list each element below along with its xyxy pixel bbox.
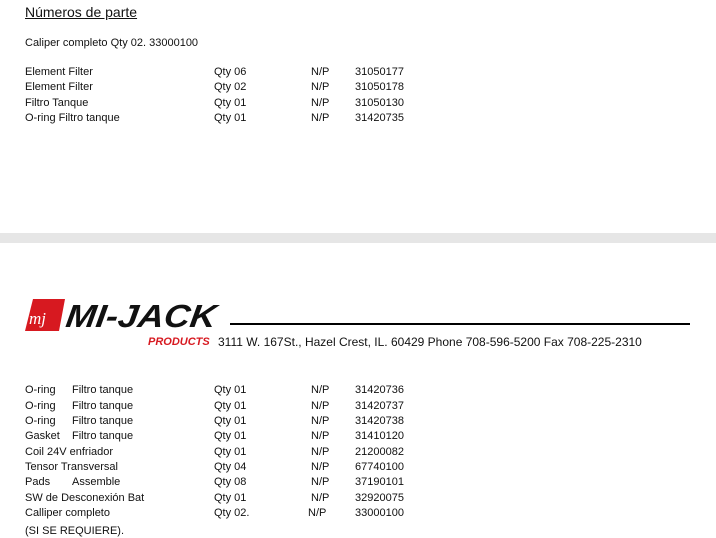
item-part-number: 33000100: [355, 507, 404, 519]
item-qty: Qty 01: [214, 492, 247, 504]
item-np: N/P: [311, 461, 330, 473]
item-name: Coil 24V enfriador: [25, 446, 114, 458]
table-row: [0, 491, 716, 506]
item-qty: Qty 08: [214, 476, 247, 488]
page-title: Números de parte: [25, 4, 138, 20]
item-name: SW de Desconexión Bat: [25, 492, 145, 504]
item-qty: Qty 01: [214, 415, 247, 427]
company-address: 3111 W. 167St., Hazel Crest, IL. 60429 Phone 708-596-5200 Fax 708-225-2310: [218, 335, 642, 349]
table-row: [0, 399, 716, 414]
item-part-number: 32920075: [355, 492, 404, 504]
item-description: Assemble: [72, 476, 121, 488]
item-part-number: 31420735: [355, 112, 404, 124]
item-name: Tensor Transversal: [25, 461, 118, 473]
item-name: Element Filter: [25, 81, 93, 93]
item-qty: Qty 01: [214, 97, 247, 109]
item-name: O-ring: [25, 415, 56, 427]
table-row: [0, 506, 716, 521]
item-np: N/P: [311, 112, 330, 124]
item-np: N/P: [311, 66, 330, 78]
table-row: [0, 475, 716, 490]
table-row: [0, 80, 716, 95]
item-part-number: 31420738: [355, 415, 404, 427]
caliper-line: Caliper completo Qty 02. 33000100: [25, 37, 199, 49]
item-qty: Qty 04: [214, 461, 247, 473]
footnote: (SI SE REQUIERE).: [25, 525, 125, 537]
document-page-1: [0, 0, 716, 233]
table-row: [0, 96, 716, 111]
item-name: Gasket: [25, 430, 60, 442]
item-part-number: 31050130: [355, 97, 404, 109]
item-qty: Qty 01: [214, 430, 247, 442]
item-description: Filtro tanque: [72, 430, 134, 442]
item-description: Filtro tanque: [72, 400, 134, 412]
item-part-number: 31420736: [355, 384, 404, 396]
table-row: [0, 65, 716, 80]
item-np: N/P: [311, 400, 330, 412]
item-part-number: 31410120: [355, 430, 404, 442]
table-row: [0, 460, 716, 475]
item-part-number: 37190101: [355, 476, 404, 488]
item-part-number: 31420737: [355, 400, 404, 412]
item-name: Filtro Tanque: [25, 97, 89, 109]
item-name: O-ring: [25, 400, 56, 412]
item-qty: Qty 01: [214, 112, 247, 124]
item-qty: Qty 02.: [214, 507, 250, 519]
table-row: [0, 414, 716, 429]
item-description: Filtro tanque: [72, 415, 134, 427]
item-part-number: 21200082: [355, 446, 404, 458]
mi-jack-logo: [25, 297, 220, 347]
logo-mark: mj: [29, 309, 46, 328]
item-np: N/P: [311, 81, 330, 93]
item-np: N/P: [311, 492, 330, 504]
item-np: N/P: [311, 446, 330, 458]
item-qty: Qty 01: [214, 446, 247, 458]
item-part-number: 67740100: [355, 461, 404, 473]
item-name: Element Filter: [25, 66, 93, 78]
item-np: N/P: [311, 97, 330, 109]
item-qty: Qty 01: [214, 400, 247, 412]
item-np: N/P: [311, 476, 330, 488]
item-qty: Qty 06: [214, 66, 247, 78]
page-separator: [0, 233, 716, 243]
item-name: O-ring Filtro tanque: [25, 112, 120, 124]
item-part-number: 31050177: [355, 66, 404, 78]
item-name: Calliper completo: [25, 507, 110, 519]
item-qty: Qty 02: [214, 81, 247, 93]
item-part-number: 31050178: [355, 81, 404, 93]
item-np: N/P: [311, 430, 330, 442]
item-description: Filtro tanque: [72, 384, 134, 396]
item-np: N/P: [311, 415, 330, 427]
logo-wordmark: MI-JACK: [63, 298, 203, 334]
table-row: [0, 383, 716, 398]
table-row: [0, 111, 716, 126]
item-np: N/P: [308, 507, 327, 519]
item-np: N/P: [311, 384, 330, 396]
table-row: [0, 445, 716, 460]
header-rule: [230, 323, 690, 325]
item-name: O-ring: [25, 384, 56, 396]
item-qty: Qty 01: [214, 384, 247, 396]
table-row: [0, 429, 716, 444]
logo-products: PRODUCTS: [148, 336, 210, 347]
item-name: Pads: [25, 476, 51, 488]
